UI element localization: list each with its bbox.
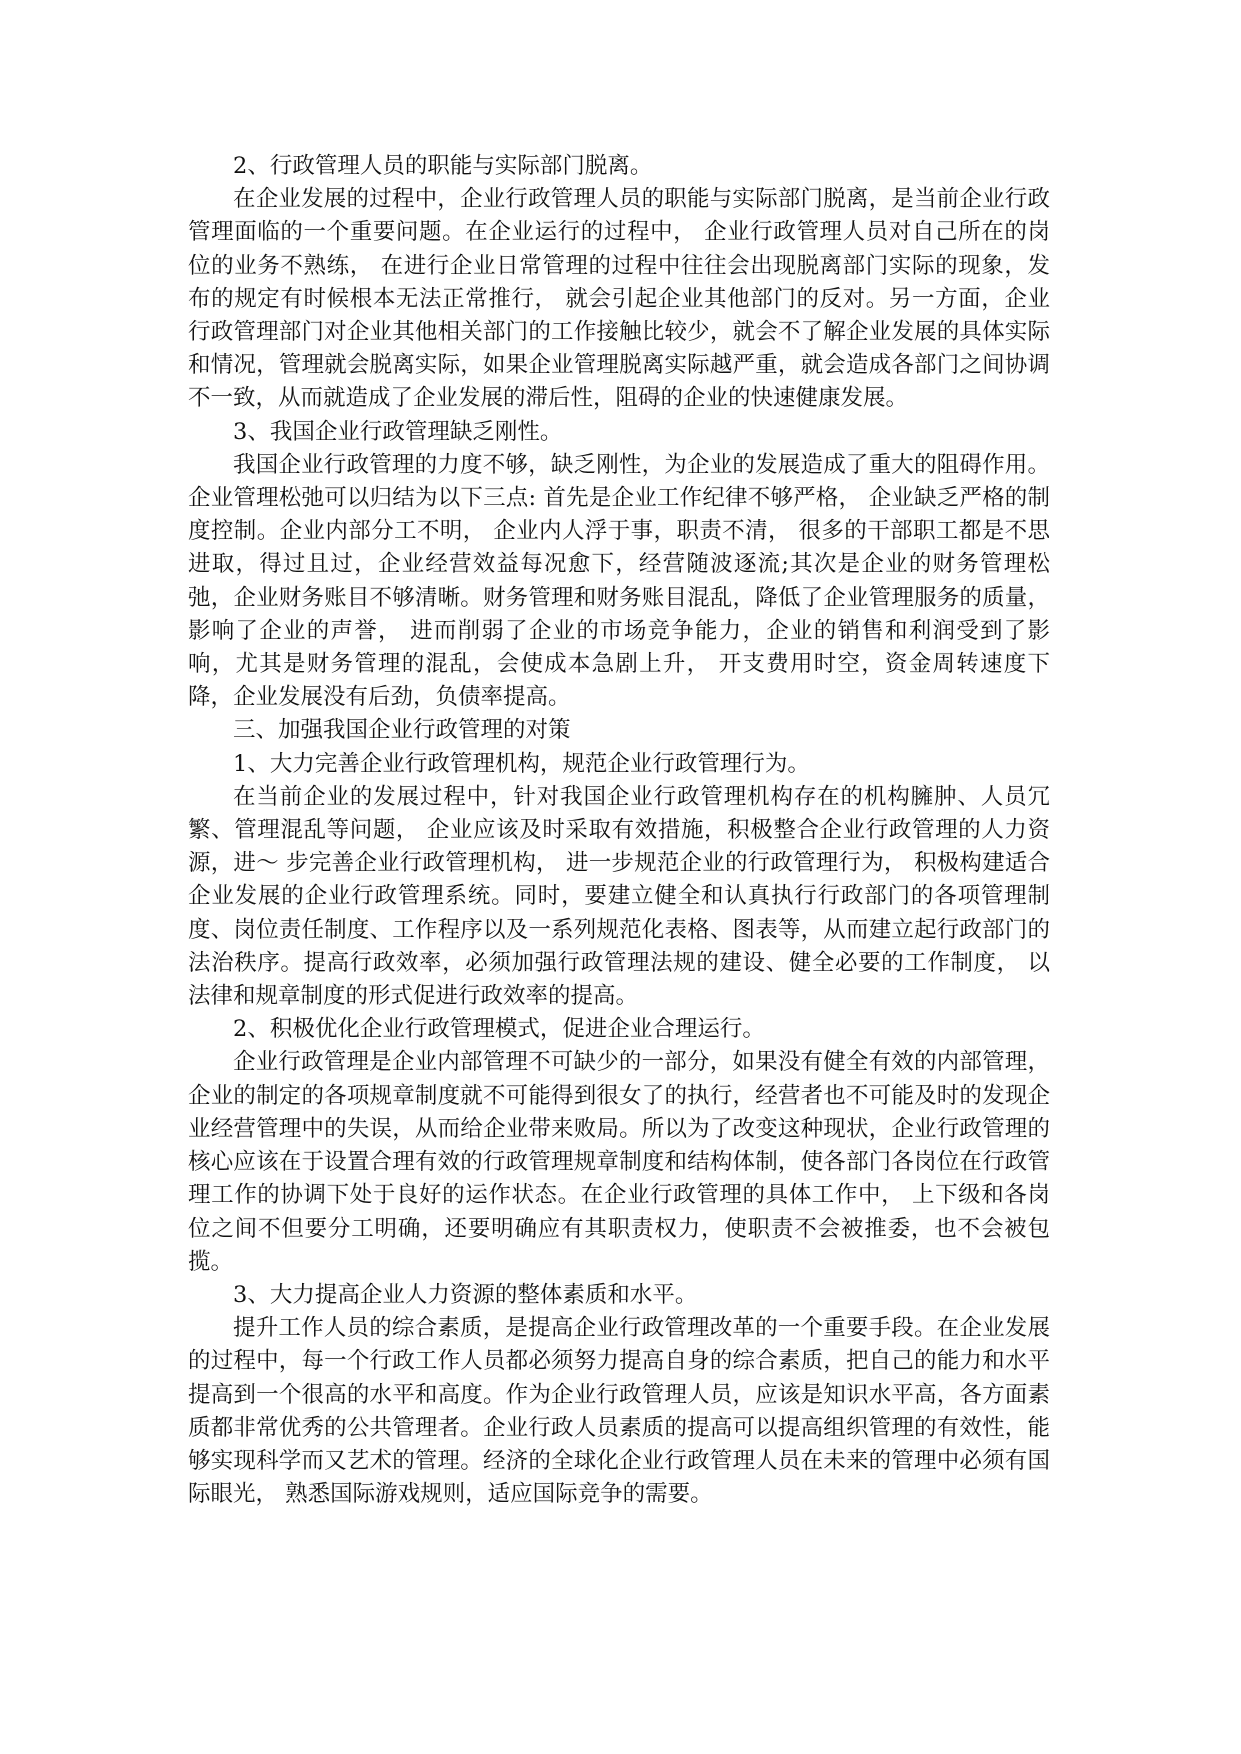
section-heading: 3、大力提高企业人力资源的整体素质和水平。	[233, 1281, 698, 1308]
document-page	[188, 150, 1050, 1511]
chapter-heading: 三、加强我国企业行政管理的对策	[233, 717, 571, 744]
body-paragraph: 在当前企业的发展过程中，针对我国企业行政管理机构存在的机构臃肿、人员冗繁、管理混乱等问题， 企业应该及时采取有效措施，积极整合企业行政管理的人力资源，进～ 步完善企业行政管理机构， 进一步规范企业的行政管理行为， 积极构建适合企业发展的企业行政管理系统。同时，要建立健全和认真执行行政部门的各项管理制度、岗位责任制度、工作程序以及一系列规范化表格、图表等，从而建立起行政部门的法治秩序。提高行政效率，必须加强行政管理法规的建设、健全必要的工作制度， 以法律和规章制度的形式促进行政效率的提高。	[188, 783, 1050, 1010]
section-heading: 2、积极优化企业行政管理模式，促进企业合理运行。	[233, 1016, 765, 1043]
section-heading: 1、大力完善企业行政管理机构，规范企业行政管理行为。	[233, 750, 810, 777]
section-heading: 3、我国企业行政管理缺乏刚性。	[233, 418, 563, 445]
body-paragraph: 我国企业行政管理的力度不够，缺乏刚性，为企业的发展造成了重大的阻碍作用。企业管理松弛可以归结为以下三点: 首先是企业工作纪律不够严格， 企业缺乏严格的制度控制。企业内部分工不明， 企业内人浮于事，职责不清， 很多的干部职工都是不思进取，得过且过，企业经营效益每况愈下，经营随波逐流;其次是企业的财务管理松弛，企业财务账目不够清晰。财务管理和财务账目混乱，降低了企业管理服务的质量， 影响了企业的声誉， 进而削弱了企业的市场竞争能力，企业的销售和利润受到了影响，尤其是财务管理的混乱，会使成本急剧上升， 开支费用时空，资金周转速度下降，企业发展没有后劲，负债率提高。	[188, 451, 1050, 711]
body-paragraph: 企业行政管理是企业内部管理不可缺少的一部分，如果没有健全有效的内部管理，企业的制定的各项规章制度就不可能得到很女了的执行，经营者也不可能及时的发现企业经营管理中的失误，从而给企业带来败局。所以为了改变这种现状，企业行政管理的核心应该在于设置合理有效的行政管理规章制度和结构体制，使各部门各岗位在行政管理工作的协调下处于良好的运作状态。在企业行政管理的具体工作中， 上下级和各岗位之间不但要分工明确，还要明确应有其职责权力，使职责不会被推委，也不会被包揽。	[188, 1049, 1050, 1275]
section-heading: 2、行政管理人员的职能与实际部门脱离。	[233, 153, 653, 179]
body-paragraph: 提升工作人员的综合素质，是提高企业行政管理改革的一个重要手段。在企业发展的过程中，每一个行政工作人员都必须努力提高自身的综合素质，把自己的能力和水平提高到一个很高的水平和高度。作为企业行政管理人员，应该是知识水平高，各方面素质都非常优秀的公共管理者。企业行政人员素质的提高可以提高组织管理的有效性，能够实现科学而又艺术的管理。经济的全球化企业行政管理人员在未来的管理中必须有国际眼光， 熟悉国际游戏规则，适应国际竞争的需要。	[188, 1315, 1050, 1508]
body-paragraph: 在企业发展的过程中，企业行政管理人员的职能与实际部门脱离，是当前企业行政管理面临的一个重要问题。在企业运行的过程中， 企业行政管理人员对自己所在的岗位的业务不熟练， 在进行企业日常管理的过程中往往会出现脱离部门实际的现象，发布的规定有时候根本无法正常推行， 就会引起企业其他部门的反对。另一方面，企业行政管理部门对企业其他相关部门的工作接触比较少，就会不了解企业发展的具体实际和情况，管理就会脱离实际，如果企业管理脱离实际越严重，就会造成各部门之间协调不一致，从而就造成了企业发展的滞后性，阻碍的企业的快速健康发展。	[188, 186, 1050, 412]
